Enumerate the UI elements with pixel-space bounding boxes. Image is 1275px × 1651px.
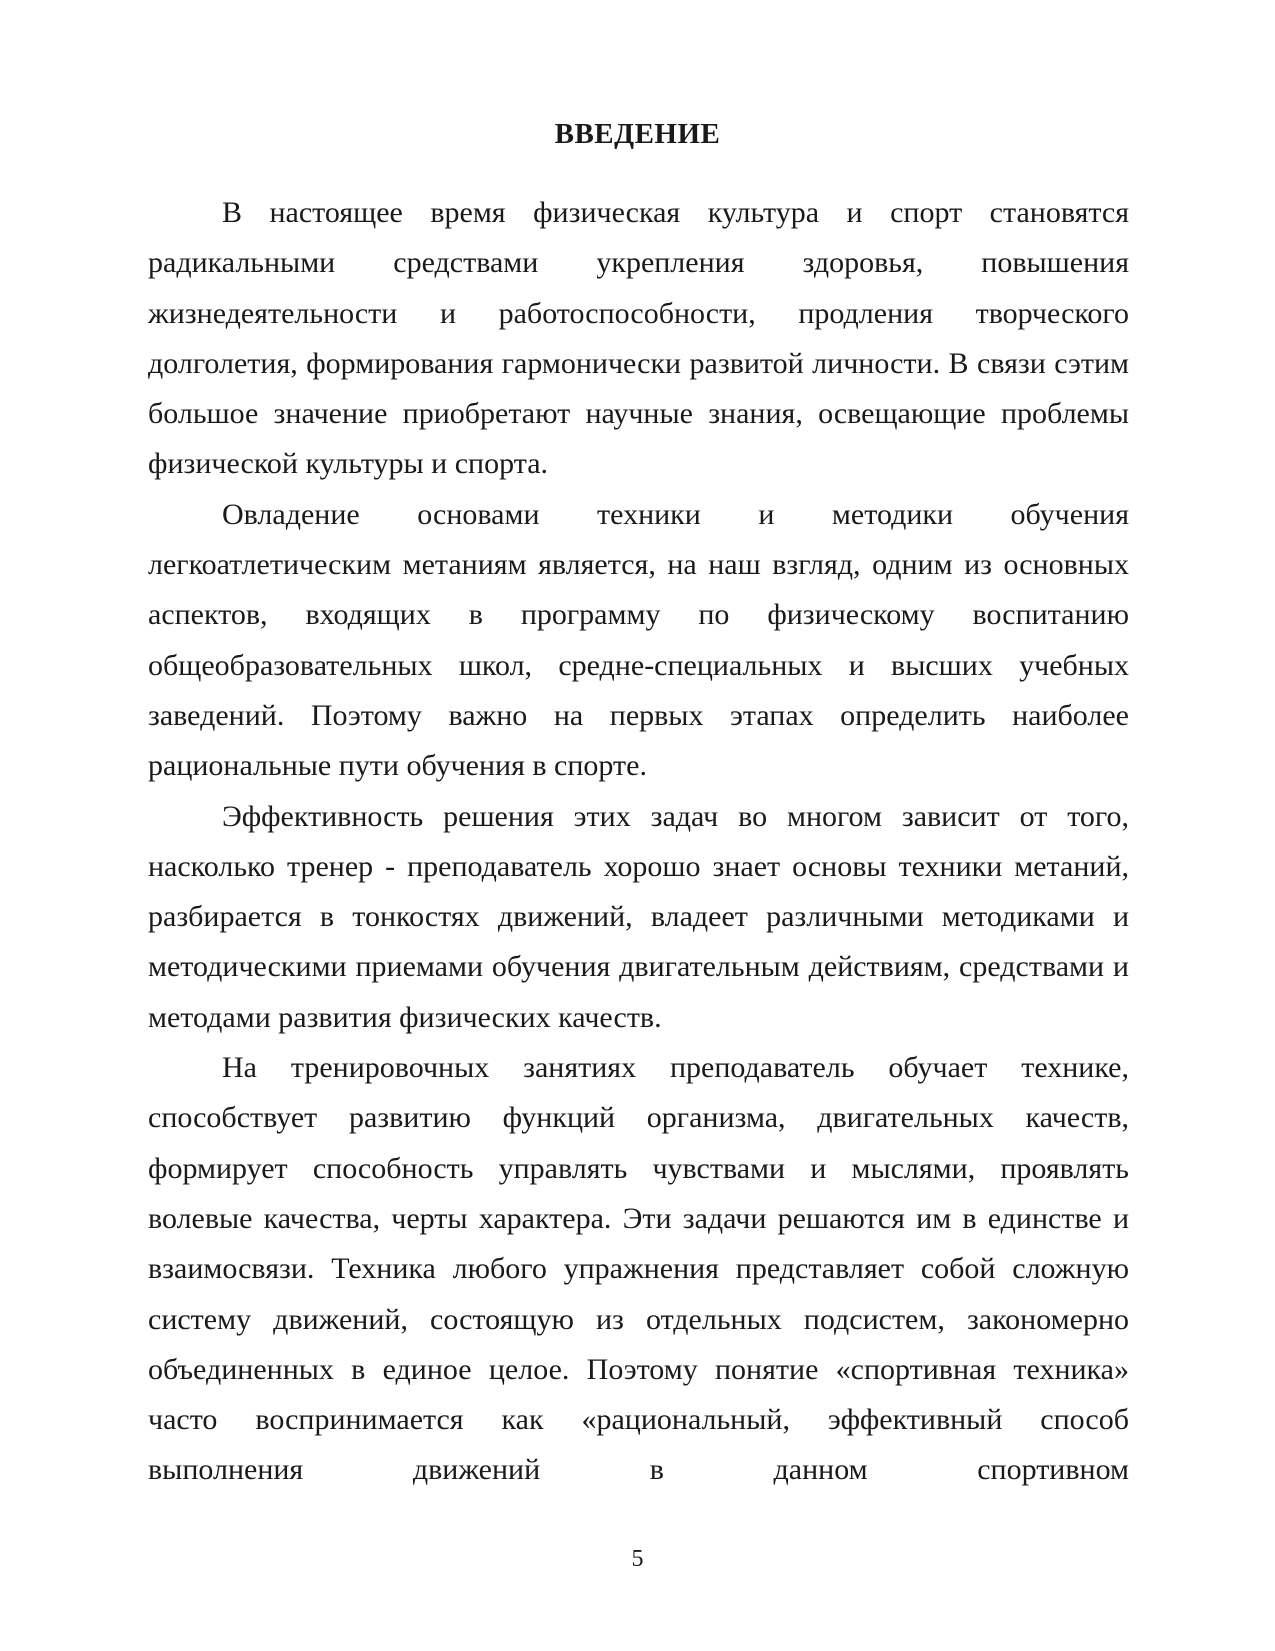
paragraph-2: Овладение основами техники и методики обучения легкоатлетическим метаниям является, на наш взгляд, одним из основных аспектов, входящих в программу по физическому воспитанию общеобразовательных школ, средне-специальных и высших учебных заведений. Поэтому важно на первых этапах определить наиболее рациональные пути обучения в спорте.: [148, 497, 1129, 783]
paragraph-3: Эффективность решения этих задач во многом зависит от того, насколько тренер - преподаватель хорошо знает основы техники метаний, разбирается в тонкостях движений, владеет различными методиками и методическими приемами обучения двигательным действиям, средствами и методами развития физических качеств.: [148, 799, 1129, 1034]
body-text: [148, 188, 1129, 1496]
page-number: 5: [631, 1546, 644, 1572]
section-title: ВВЕДЕНИЕ: [554, 118, 721, 150]
paragraph-4: На тренировочных занятиях преподаватель обучает технике, способствует развитию функций организма, двигательных качеств, формирует способность управлять чувствами и мыслями, проявлять волевые качества, черты характера. Эти задачи решаются им в единстве и взаимосвязи. Техника любого упражнения представляет собой сложную систему движений, состоящую из отдельных подсистем, закономерно объединенных в единое целое. Поэтому понятие «спортивная техника» часто воспринимается как «рациональный, эффективный способ выполнения движений в данном спортивном: [148, 1051, 1129, 1487]
paragraph-1: В настоящее время физическая культура и спорт становятся радикальными средствами укрепления здоровья, повышения жизнедеятельности и работоспособности, продления творческого долголетия, формирования гармонически развитой личности. В связи сэтим большое значение приобретают научные знания, освещающие проблемы физической культуры и спорта.: [148, 196, 1129, 481]
